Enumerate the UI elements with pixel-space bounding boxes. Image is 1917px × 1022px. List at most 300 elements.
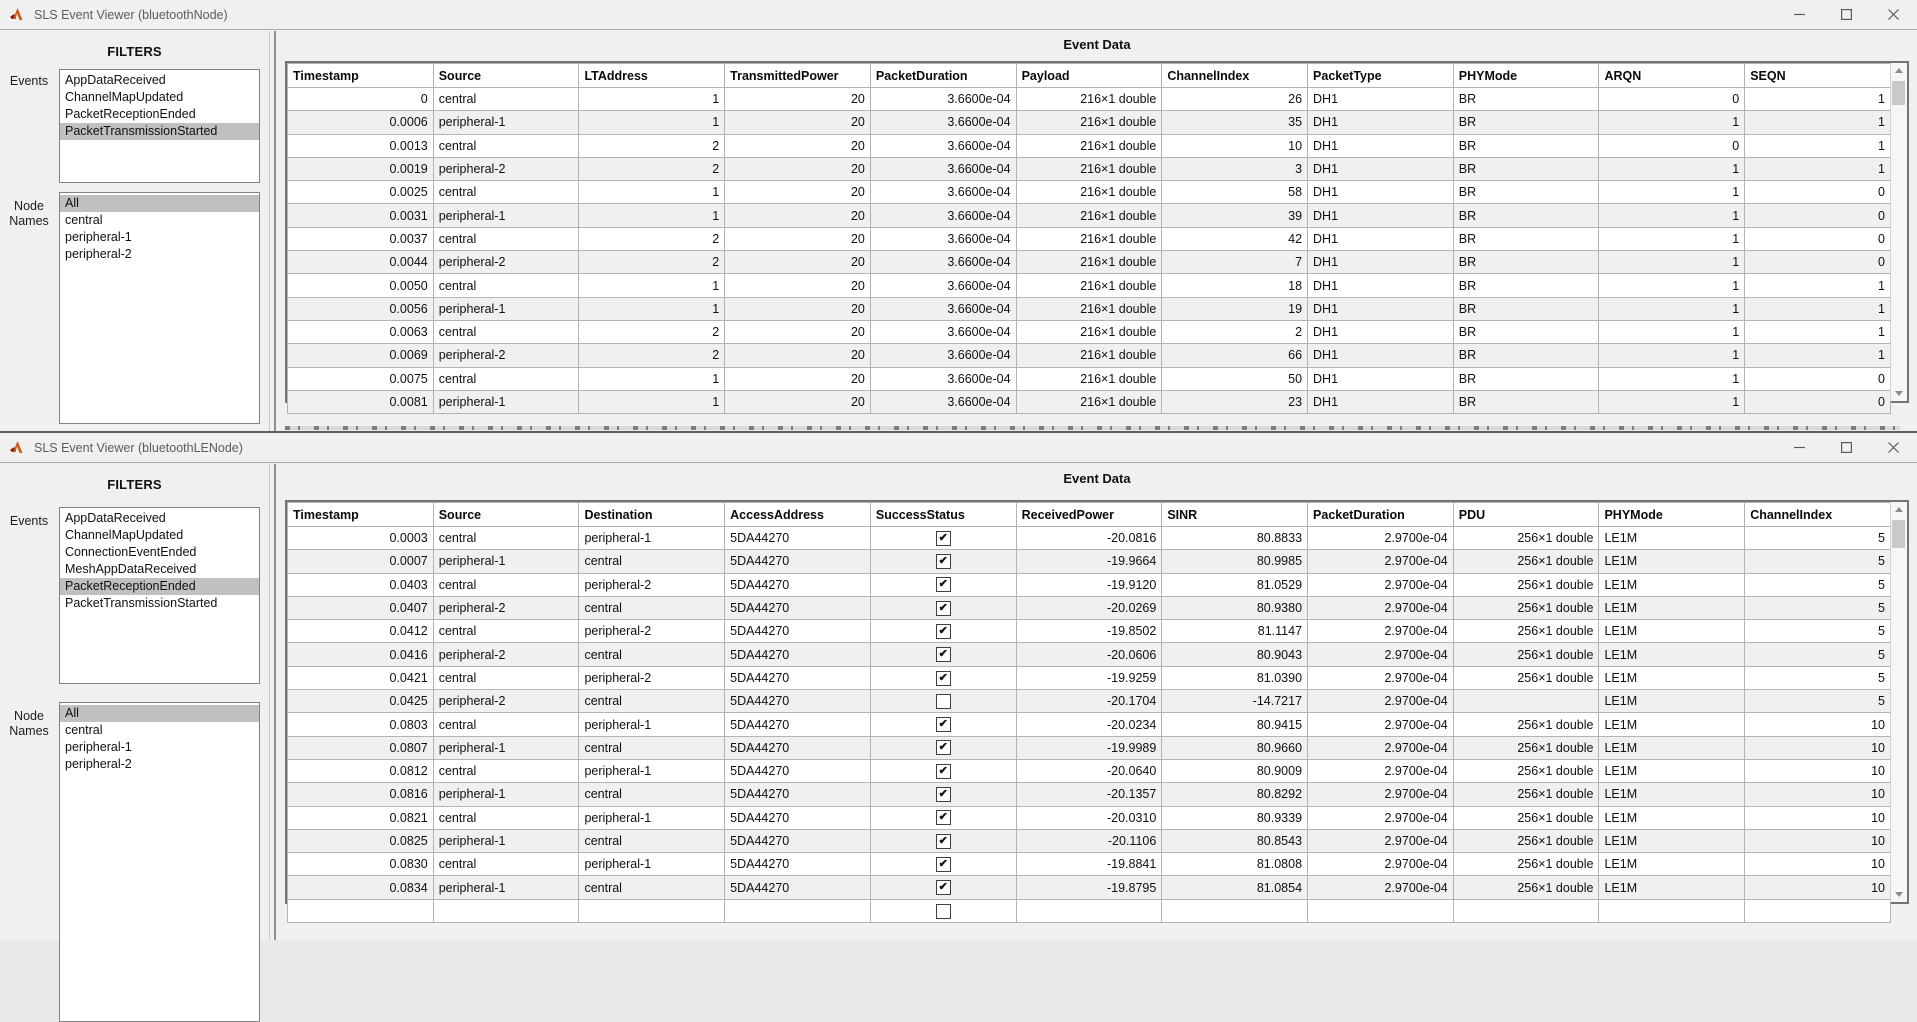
list-item-meshappdatareceived[interactable]: MeshAppDataReceived (65, 562, 197, 576)
cell: 19 (1162, 297, 1308, 320)
cell: central (433, 320, 579, 343)
cell-success-status (870, 550, 1016, 573)
cell: 0.0013 (288, 134, 434, 157)
event-data-table (287, 63, 1891, 409)
checkbox-checked-icon[interactable] (936, 624, 951, 639)
cell: peripheral-1 (579, 853, 725, 876)
table-row[interactable] (288, 274, 1891, 297)
cell: central (579, 550, 725, 573)
cell (1308, 899, 1454, 922)
list-item-packetreceptionended[interactable]: PacketReceptionEnded (65, 107, 196, 121)
cell: central (433, 806, 579, 829)
occluded-row-sliver (285, 426, 1900, 430)
cell-success-status (870, 596, 1016, 619)
checkbox-checked-icon[interactable] (936, 647, 951, 662)
cell: 2 (579, 134, 725, 157)
cell: 0.0056 (288, 297, 434, 320)
column-header-pdu: PDU (1453, 503, 1599, 527)
column-header-channelindex: ChannelIndex (1745, 503, 1891, 527)
cell: DH1 (1308, 367, 1454, 390)
cell: 5DA44270 (725, 573, 871, 596)
cell: 3.6600e-04 (870, 367, 1016, 390)
cell: 0.0031 (288, 204, 434, 227)
cell: 39 (1162, 204, 1308, 227)
checkbox-unchecked-icon[interactable] (936, 694, 951, 709)
cell: 2.9700e-04 (1308, 736, 1454, 759)
cell: 2.9700e-04 (1308, 806, 1454, 829)
cell: central (433, 527, 579, 550)
cell: 0.0807 (288, 736, 434, 759)
checkbox-checked-icon[interactable] (936, 740, 951, 755)
list-item-appdatareceived[interactable]: AppDataReceived (65, 511, 166, 525)
table-row[interactable] (288, 853, 1891, 876)
cell: 26 (1162, 88, 1308, 111)
cell: 2 (579, 251, 725, 274)
table-row[interactable] (288, 320, 1891, 343)
cell: LE1M (1599, 527, 1745, 550)
list-item-channelmapupdated[interactable]: ChannelMapUpdated (65, 90, 184, 104)
scroll-up-icon[interactable] (1891, 502, 1907, 518)
cell: peripheral-2 (433, 344, 579, 367)
cell: DH1 (1308, 111, 1454, 134)
cell: 0 (1745, 390, 1891, 413)
cell: 3.6600e-04 (870, 251, 1016, 274)
table-row[interactable] (288, 157, 1891, 180)
cell: 80.9043 (1162, 643, 1308, 666)
maximize-button[interactable] (1823, 0, 1870, 29)
event-data-title: Event Data (1063, 471, 1131, 486)
cell: 0.0416 (288, 643, 434, 666)
list-item-all[interactable]: All (60, 195, 259, 212)
cell: 3.6600e-04 (870, 344, 1016, 367)
list-item-peripheral-1[interactable]: peripheral-1 (65, 230, 132, 244)
cell: central (433, 713, 579, 736)
cell: LE1M (1599, 596, 1745, 619)
cell: LE1M (1599, 643, 1745, 666)
cell: 1 (1745, 134, 1891, 157)
node-names-label-line1: Node (14, 709, 44, 723)
event-data-table-frame (285, 61, 1909, 409)
cell: peripheral-2 (579, 573, 725, 596)
table-row[interactable] (288, 643, 1891, 666)
column-header-transmittedpower: TransmittedPower (725, 64, 871, 88)
cell: 1 (1599, 297, 1745, 320)
table-row[interactable] (288, 596, 1891, 619)
cell: 80.9985 (1162, 550, 1308, 573)
cell: 256×1 double (1453, 876, 1599, 899)
cell: 81.0854 (1162, 876, 1308, 899)
cell: 3.6600e-04 (870, 320, 1016, 343)
cell: DH1 (1308, 274, 1454, 297)
scrollbar-thumb[interactable] (1892, 81, 1905, 105)
cell: DH1 (1308, 204, 1454, 227)
cell: 1 (1599, 111, 1745, 134)
cell: 80.8833 (1162, 527, 1308, 550)
checkbox-checked-icon[interactable] (936, 880, 951, 895)
checkbox-checked-icon[interactable] (936, 554, 951, 569)
events-listbox[interactable] (59, 507, 260, 684)
table-row[interactable] (288, 573, 1891, 596)
cell: 0.0825 (288, 829, 434, 852)
cell: 2 (579, 344, 725, 367)
cell: 20 (725, 111, 871, 134)
cell: 5 (1745, 690, 1891, 713)
cell: DH1 (1308, 88, 1454, 111)
panel-divider[interactable] (269, 464, 276, 940)
cell: 20 (725, 251, 871, 274)
list-item-appdatareceived[interactable]: AppDataReceived (65, 73, 166, 87)
title-bar[interactable] (0, 0, 1917, 30)
cell: 5DA44270 (725, 806, 871, 829)
list-item-peripheral-1[interactable]: peripheral-1 (65, 740, 132, 754)
cell: 3.6600e-04 (870, 157, 1016, 180)
table-row[interactable] (288, 204, 1891, 227)
cell: central (433, 666, 579, 689)
table-row[interactable] (288, 390, 1891, 413)
cell: 18 (1162, 274, 1308, 297)
cell: BR (1453, 367, 1599, 390)
cell: LE1M (1599, 666, 1745, 689)
node-names-listbox[interactable] (59, 702, 260, 1022)
checkbox-checked-icon[interactable] (936, 717, 951, 732)
list-item-packettransmissionstarted[interactable]: PacketTransmissionStarted (65, 596, 218, 610)
cell: 3.6600e-04 (870, 390, 1016, 413)
cell: 5 (1745, 643, 1891, 666)
checkbox-checked-icon[interactable] (936, 764, 951, 779)
cell: 80.8543 (1162, 829, 1308, 852)
cell: 1 (1745, 344, 1891, 367)
cell: 1 (579, 111, 725, 134)
list-item-channelmapupdated[interactable]: ChannelMapUpdated (65, 528, 184, 542)
checkbox-checked-icon[interactable] (936, 577, 951, 592)
table-row[interactable] (288, 297, 1891, 320)
cell: LE1M (1599, 550, 1745, 573)
column-header-arqn: ARQN (1599, 64, 1745, 88)
cell: 20 (725, 181, 871, 204)
cell-success-status (870, 666, 1016, 689)
cell: central (433, 88, 579, 111)
events-listbox[interactable] (59, 69, 260, 183)
table-row[interactable] (288, 899, 1891, 922)
close-button[interactable] (1870, 0, 1917, 29)
table-row[interactable] (288, 829, 1891, 852)
table-row[interactable] (288, 690, 1891, 713)
cell: central (579, 829, 725, 852)
cell: 0.0081 (288, 390, 434, 413)
cell: 256×1 double (1453, 550, 1599, 573)
scroll-down-icon[interactable] (1891, 886, 1907, 902)
cell: peripheral-2 (433, 690, 579, 713)
column-header-phymode: PHYMode (1453, 64, 1599, 88)
table-row[interactable] (288, 876, 1891, 899)
column-header-packetduration: PacketDuration (870, 64, 1016, 88)
cell: 0 (1599, 88, 1745, 111)
cell: 0.0821 (288, 806, 434, 829)
cell-success-status (870, 643, 1016, 666)
cell: 256×1 double (1453, 620, 1599, 643)
table-row[interactable] (288, 666, 1891, 689)
cell-success-status (870, 620, 1016, 643)
cell: 216×1 double (1016, 88, 1162, 111)
cell: central (433, 134, 579, 157)
cell: 80.8292 (1162, 783, 1308, 806)
minimize-button[interactable] (1776, 0, 1823, 29)
cell: 5DA44270 (725, 643, 871, 666)
checkbox-checked-icon[interactable] (936, 857, 951, 872)
cell-success-status (870, 527, 1016, 550)
column-header-phymode: PHYMode (1599, 503, 1745, 527)
table-row[interactable] (288, 111, 1891, 134)
cell: 10 (1745, 876, 1891, 899)
cell: 1 (1745, 157, 1891, 180)
cell: BR (1453, 157, 1599, 180)
title-bar[interactable] (0, 433, 1917, 463)
event-data-table (287, 502, 1891, 902)
cell: 2.9700e-04 (1308, 620, 1454, 643)
cell (579, 899, 725, 922)
table-row[interactable] (288, 620, 1891, 643)
list-item-all[interactable]: All (60, 705, 259, 722)
cell: central (579, 736, 725, 759)
column-header-packetduration: PacketDuration (1308, 503, 1454, 527)
node-names-label-line1: Node (14, 199, 44, 213)
cell: 5DA44270 (725, 759, 871, 782)
cell: 5DA44270 (725, 666, 871, 689)
cell: -19.9989 (1016, 736, 1162, 759)
cell: 216×1 double (1016, 320, 1162, 343)
minimize-button[interactable] (1776, 433, 1823, 462)
vertical-scrollbar[interactable] (1890, 502, 1907, 902)
cell: 66 (1162, 344, 1308, 367)
cell: 10 (1745, 736, 1891, 759)
table-row[interactable] (288, 736, 1891, 759)
table-row[interactable] (288, 344, 1891, 367)
checkbox-checked-icon[interactable] (936, 810, 951, 825)
cell: 2.9700e-04 (1308, 853, 1454, 876)
close-button[interactable] (1870, 433, 1917, 462)
filters-heading: FILTERS (107, 44, 162, 59)
cell-success-status (870, 573, 1016, 596)
cell: 0.0812 (288, 759, 434, 782)
table-row[interactable] (288, 713, 1891, 736)
list-item-central[interactable]: central (65, 213, 103, 227)
cell: DH1 (1308, 134, 1454, 157)
cell: 20 (725, 297, 871, 320)
scroll-down-icon[interactable] (1891, 385, 1907, 401)
cell: peripheral-1 (433, 390, 579, 413)
table-row[interactable] (288, 251, 1891, 274)
cell: 0.0006 (288, 111, 434, 134)
cell: BR (1453, 88, 1599, 111)
cell: -20.0816 (1016, 527, 1162, 550)
cell: peripheral-1 (433, 829, 579, 852)
table-row[interactable] (288, 759, 1891, 782)
event-data-title: Event Data (1063, 37, 1131, 52)
scrollbar-thumb[interactable] (1892, 520, 1905, 548)
cell (1599, 899, 1745, 922)
table-row[interactable] (288, 367, 1891, 390)
cell: 2.9700e-04 (1308, 573, 1454, 596)
cell: 20 (725, 204, 871, 227)
cell: -19.9259 (1016, 666, 1162, 689)
cell: 42 (1162, 227, 1308, 250)
cell: 5DA44270 (725, 690, 871, 713)
vertical-scrollbar[interactable] (1890, 63, 1907, 401)
cell: 0.0412 (288, 620, 434, 643)
cell: 80.9380 (1162, 596, 1308, 619)
table-row[interactable] (288, 806, 1891, 829)
cell: 1 (1599, 227, 1745, 250)
table-row[interactable] (288, 134, 1891, 157)
cell: 2.9700e-04 (1308, 643, 1454, 666)
cell: LE1M (1599, 783, 1745, 806)
column-header-receivedpower: ReceivedPower (1016, 503, 1162, 527)
cell: central (579, 783, 725, 806)
cell: 10 (1745, 829, 1891, 852)
cell: 216×1 double (1016, 297, 1162, 320)
table-row[interactable] (288, 88, 1891, 111)
cell: 1 (579, 204, 725, 227)
cell: 81.0390 (1162, 666, 1308, 689)
cell: 10 (1745, 783, 1891, 806)
cell: 3.6600e-04 (870, 204, 1016, 227)
cell: 256×1 double (1453, 806, 1599, 829)
cell: 20 (725, 367, 871, 390)
cell: 80.9009 (1162, 759, 1308, 782)
list-item-central[interactable]: central (65, 723, 103, 737)
cell: 81.1147 (1162, 620, 1308, 643)
cell: 20 (725, 320, 871, 343)
cell: 1 (1599, 320, 1745, 343)
cell: 10 (1745, 853, 1891, 876)
cell: 2.9700e-04 (1308, 783, 1454, 806)
cell: 20 (725, 134, 871, 157)
cell: 1 (1599, 181, 1745, 204)
cell-success-status (870, 806, 1016, 829)
checkbox-checked-icon[interactable] (936, 671, 951, 686)
scroll-up-icon[interactable] (1891, 63, 1907, 79)
cell (1162, 899, 1308, 922)
column-header-sinr: SINR (1162, 503, 1308, 527)
cell: 58 (1162, 181, 1308, 204)
column-header-payload: Payload (1016, 64, 1162, 88)
cell: 3.6600e-04 (870, 227, 1016, 250)
cell: 3.6600e-04 (870, 111, 1016, 134)
cell: 80.9339 (1162, 806, 1308, 829)
cell: 256×1 double (1453, 736, 1599, 759)
list-item-packettransmissionstarted[interactable]: PacketTransmissionStarted (60, 123, 259, 140)
window-sls-event-viewer-bluetoothnode (0, 0, 1917, 431)
table-row[interactable] (288, 550, 1891, 573)
cell: 3.6600e-04 (870, 88, 1016, 111)
cell: DH1 (1308, 181, 1454, 204)
cell: 0 (288, 88, 434, 111)
cell (433, 899, 579, 922)
cell: 5 (1745, 573, 1891, 596)
cell: 1 (1745, 111, 1891, 134)
checkbox-checked-icon[interactable] (936, 834, 951, 849)
checkbox-checked-icon[interactable] (936, 601, 951, 616)
cell (1016, 899, 1162, 922)
column-header-packettype: PacketType (1308, 64, 1454, 88)
cell: DH1 (1308, 390, 1454, 413)
cell: BR (1453, 274, 1599, 297)
cell: 0.0803 (288, 713, 434, 736)
checkbox-checked-icon[interactable] (936, 531, 951, 546)
node-names-label (2, 199, 56, 229)
filters-heading: FILTERS (107, 477, 162, 492)
cell-success-status (870, 876, 1016, 899)
cell: -20.1106 (1016, 829, 1162, 852)
list-item-packetreceptionended[interactable]: PacketReceptionEnded (60, 578, 259, 595)
cell: central (433, 759, 579, 782)
cell: 256×1 double (1453, 759, 1599, 782)
cell: central (433, 367, 579, 390)
cell: BR (1453, 320, 1599, 343)
cell: 20 (725, 344, 871, 367)
cell: 0.0425 (288, 690, 434, 713)
column-header-successstatus: SuccessStatus (870, 503, 1016, 527)
cell: BR (1453, 344, 1599, 367)
cell: 1 (1745, 274, 1891, 297)
cell: BR (1453, 390, 1599, 413)
cell: 0.0003 (288, 527, 434, 550)
list-item-peripheral-2[interactable]: peripheral-2 (65, 247, 132, 261)
table-row[interactable] (288, 783, 1891, 806)
cell: 2.9700e-04 (1308, 596, 1454, 619)
panel-divider[interactable] (269, 31, 276, 431)
cell: 256×1 double (1453, 783, 1599, 806)
cell: peripheral-1 (579, 759, 725, 782)
cell: peripheral-1 (433, 783, 579, 806)
cell: 0 (1745, 181, 1891, 204)
cell: peripheral-1 (433, 876, 579, 899)
cell: peripheral-2 (433, 643, 579, 666)
cell: peripheral-1 (579, 527, 725, 550)
table-row[interactable] (288, 527, 1891, 550)
maximize-button[interactable] (1823, 433, 1870, 462)
cell: 5DA44270 (725, 829, 871, 852)
cell: BR (1453, 204, 1599, 227)
cell: 0.0830 (288, 853, 434, 876)
cell: 5DA44270 (725, 853, 871, 876)
cell: 1 (579, 274, 725, 297)
cell: 216×1 double (1016, 251, 1162, 274)
cell: peripheral-1 (433, 736, 579, 759)
node-names-listbox[interactable] (59, 192, 260, 424)
cell: 0.0403 (288, 573, 434, 596)
list-item-peripheral-2[interactable]: peripheral-2 (65, 757, 132, 771)
table-row[interactable] (288, 181, 1891, 204)
cell: central (579, 690, 725, 713)
cell: 20 (725, 274, 871, 297)
header-row (288, 64, 1891, 88)
cell: 0.0050 (288, 274, 434, 297)
cell: 216×1 double (1016, 134, 1162, 157)
cell (288, 899, 434, 922)
cell: 256×1 double (1453, 666, 1599, 689)
checkbox-checked-icon[interactable] (936, 787, 951, 802)
table-row[interactable] (288, 227, 1891, 250)
checkbox-unchecked-icon[interactable] (936, 904, 951, 919)
column-header-timestamp: Timestamp (288, 503, 434, 527)
cell: -20.0310 (1016, 806, 1162, 829)
cell: 20 (725, 88, 871, 111)
cell: 5DA44270 (725, 876, 871, 899)
list-item-connectioneventended[interactable]: ConnectionEventEnded (65, 545, 197, 559)
cell: 1 (1599, 204, 1745, 227)
cell: 5 (1745, 620, 1891, 643)
